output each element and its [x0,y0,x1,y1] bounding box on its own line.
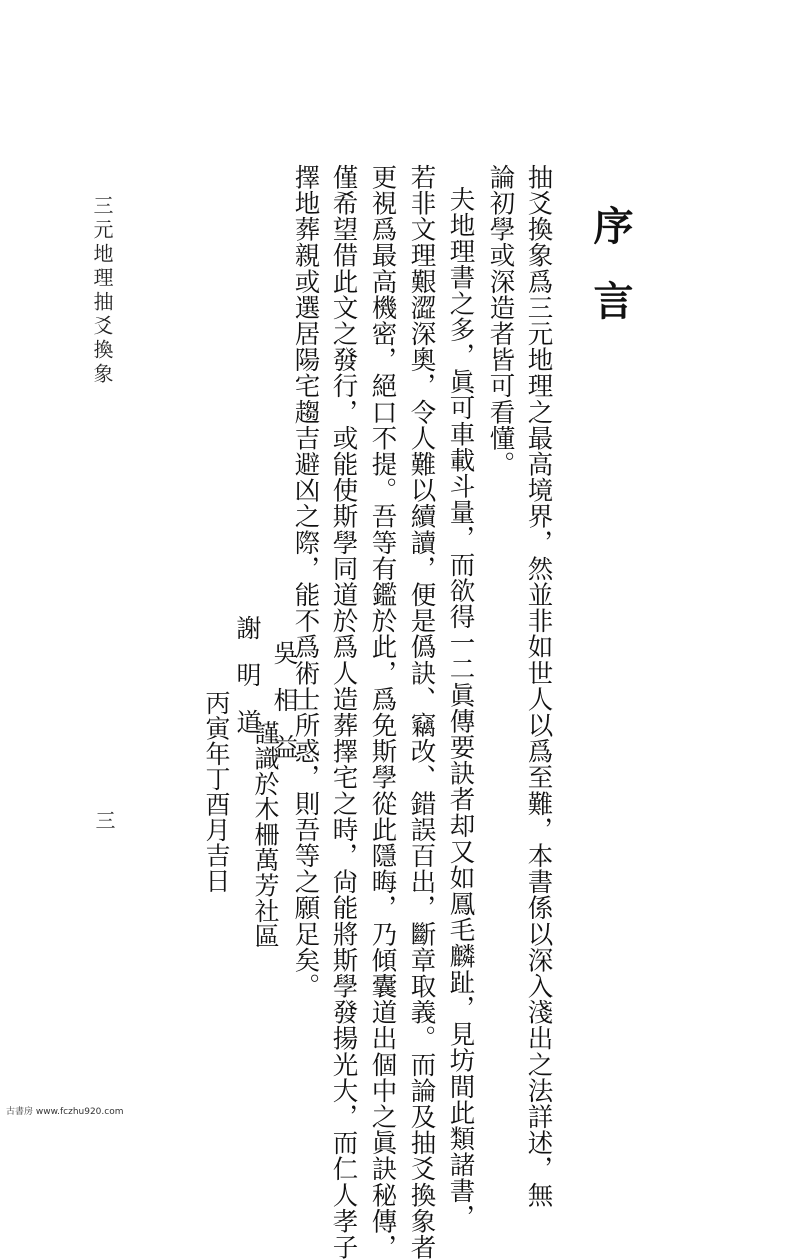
page-number: 三 [92,810,116,830]
body-column: 抽爻換象爲三元地理之最高境界，然並非如世人以爲至難，本書係以深入淺出之法詳述，無 [523,164,554,1208]
signature-respect-line: 謹識於木柵萬芳社區 [251,720,280,949]
body-column: 擇地葬親或選居陽宅趨吉避凶之際，能不爲術士所惑，則吾等之願足矣。 [290,164,321,1000]
signature-date-line: 丙寅年丁酉月吉日 [202,690,231,894]
author-name-wu: 吳相益 [270,640,299,781]
preface-title-char-1: 序 [587,205,634,245]
body-column: 更視爲最高機密，絕口不提。吾等有鑑於此，爲免斯學從此隱晦，乃傾囊道出個中之眞訣秘傳， [367,164,398,1260]
watermark: 古書房 www.fczhu920.com [6,1107,124,1117]
body-column: 僅希望借此文之發行，或能使斯學同道於爲人造葬擇宅之時，尙能將斯學發揚光大，而仁人孝子 [328,164,359,1260]
running-head: 三元地理抽爻換象 [90,195,114,387]
body-column: 論初學或深造者皆可看懂。 [485,164,516,478]
body-column: 若非文理艱澀深奧，令人難以續讀，便是僞訣、竊改、錯誤百出，斷章取義。而論及抽爻換象者 [406,164,437,1260]
preface-title-char-2: 言 [587,280,634,320]
body-column: 夫地理書之多，眞可車載斗量，而欲得一二眞傳要訣者却又如鳳毛麟趾，見坊間此類諸書， [445,186,476,1230]
author-name-xie: 謝明道 [233,615,262,756]
